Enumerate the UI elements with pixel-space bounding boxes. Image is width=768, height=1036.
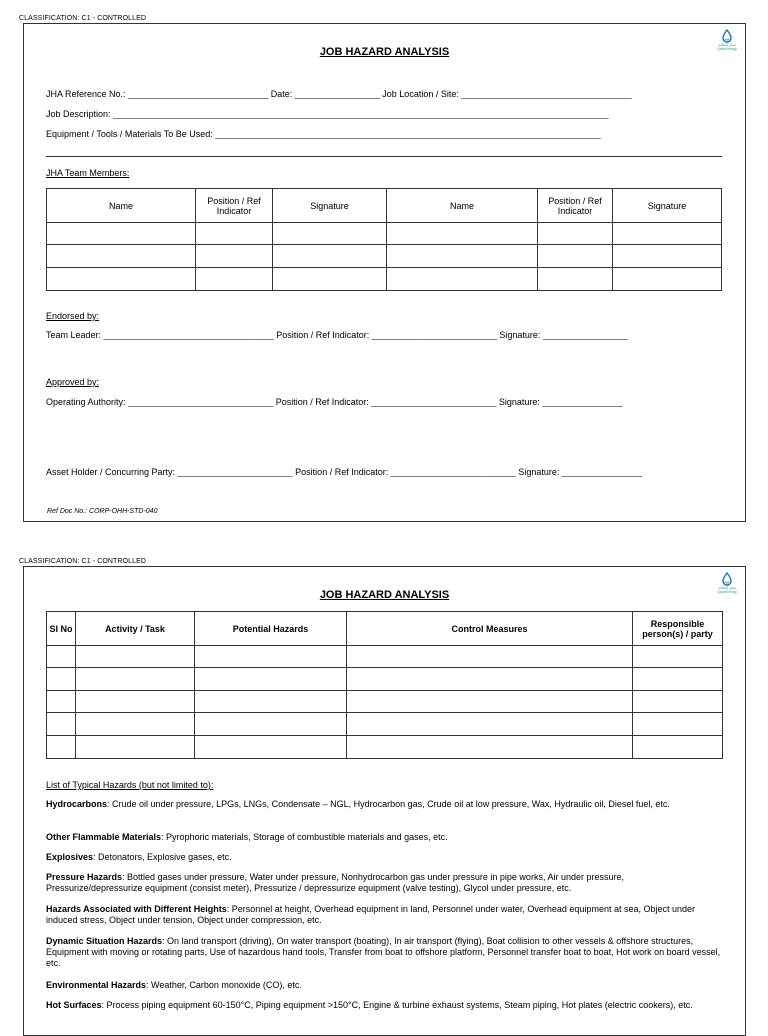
hazard-text: : Pyrophoric materials, Storage of combustible materials and gases, etc.	[161, 832, 448, 842]
hazard-text: : Bottled gases under pressure, Water under pressure, Nonhydrocarbon gas under pressure in pipe works, Air under pressure, Pressurize/depressurize equipment (consist meter), Pressurize / depressurize equipment (valve testing), Glycol under pressure, etc.	[46, 872, 624, 893]
hazard-item	[46, 832, 723, 843]
table-row[interactable]	[47, 223, 722, 245]
col-signature: Signature	[613, 189, 722, 223]
operating-authority-line[interactable]: Operating Authority: _____________________________ Position / Ref Indicator: _________________________ Signature: ________________	[46, 397, 623, 407]
blank-rule	[46, 156, 722, 157]
hazard-item	[46, 872, 723, 894]
hazard-item	[46, 852, 723, 863]
hazard-item	[46, 1000, 723, 1011]
col-position: Position / Ref Indicator	[538, 189, 613, 223]
table-row[interactable]	[47, 736, 723, 759]
hazard-list-heading: List of Typical Hazards (but not limited to):	[46, 780, 214, 790]
asset-holder-line[interactable]: Asset Holder / Concurring Party: _______________________ Position / Ref Indicator: _________________________ Signature: ________________	[46, 467, 642, 477]
form-page-2	[23, 566, 746, 1036]
company-logo	[716, 572, 738, 594]
approved-heading: Approved by:	[46, 377, 100, 387]
classification-label: CLASSIFICATION: C1 - CONTROLLED	[19, 15, 147, 22]
page-title: JOB HAZARD ANALYSIS	[319, 46, 450, 58]
hazard-name: Explosives	[46, 852, 94, 862]
table-row[interactable]	[47, 668, 723, 691]
table-row[interactable]	[47, 245, 722, 268]
jha-reference-line[interactable]: JHA Reference No.: ____________________________ Date: _________________ Job Location / Site: __________________________________	[46, 89, 632, 99]
hazard-name: Dynamic Situation Hazards	[46, 936, 163, 946]
hazard-text: : On land transport (driving), On water transport (boating), In air transport (flying), Boat collision to other vessels & offshore structures, Equipment with moving or rotating parts, Use of hazardous hand tools, Transfer from boat to offshore platform, Personnel transfer boat to boat, Hot work on board vessel, etc.	[46, 936, 721, 968]
col-potential-hazards: Potential Hazards	[195, 612, 347, 646]
hazard-item	[46, 936, 723, 969]
form-page-1	[23, 23, 746, 522]
job-description-line[interactable]: Job Description: ___________________________________________________________________________________________________	[46, 109, 609, 119]
company-logo	[716, 29, 738, 51]
equipment-line[interactable]: Equipment / Tools / Materials To Be Used: _____________________________________________________________________________	[46, 129, 601, 139]
hazard-name: Other Flammable Materials	[46, 832, 162, 842]
col-signature: Signature	[273, 189, 387, 223]
table-row[interactable]	[47, 268, 722, 291]
col-position: Position / Ref Indicator	[196, 189, 273, 223]
logo-text: قطر للطاقة QatarEnergy	[717, 586, 737, 594]
col-activity: Activity / Task	[76, 612, 195, 646]
table-row[interactable]	[47, 691, 723, 713]
col-sl-no: Sl No	[47, 612, 76, 646]
hazard-text: : Weather, Carbon monoxide (CO), etc.	[146, 980, 302, 990]
hazard-name: Hot Surfaces	[46, 1000, 102, 1010]
endorsed-heading: Endorsed by:	[46, 311, 100, 321]
page-title: JOB HAZARD ANALYSIS	[319, 589, 450, 601]
hazard-item	[46, 980, 723, 991]
hazard-name: Environmental Hazards	[46, 980, 147, 990]
hazard-item	[46, 904, 723, 926]
logo-text: قطر للطاقة QatarEnergy	[717, 43, 737, 51]
team-leader-line[interactable]: Team Leader: __________________________________ Position / Ref Indicator: _________________________ Signature: _________________	[46, 330, 629, 340]
hazard-name: Hazards Associated with Different Heights	[46, 904, 227, 914]
hazard-text: : Detonators, Explosive gases, etc.	[93, 852, 232, 862]
col-name: Name	[387, 189, 538, 223]
classification-label: CLASSIFICATION: C1 - CONTROLLED	[19, 558, 147, 565]
col-responsible: Responsible person(s) / party	[633, 612, 723, 646]
hazard-name: Hydrocarbons	[46, 799, 108, 809]
hazard-text: : Process piping equipment 60-150°C, Piping equipment >150°C, Engine & turbine exhaust systems, Steam piping, Hot plates (electric cookers), etc.	[101, 1000, 693, 1010]
table-row[interactable]	[47, 646, 723, 668]
hazard-name: Pressure Hazards	[46, 872, 123, 882]
col-name: Name	[47, 189, 196, 223]
col-control-measures: Control Measures	[347, 612, 633, 646]
hazard-analysis-table	[46, 611, 723, 759]
hazard-text: : Crude oil under pressure, LPGs, LNGs, Condensate – NGL, Hydrocarbon gas, Crude oil at low pressure, Wax, Hydraulic oil, Diesel fuel, etc.	[107, 799, 670, 809]
team-members-table	[46, 188, 722, 291]
hazard-text: : Personnel at height, Overhead equipment in land, Personnel under water, Overhead equipment at sea, Object under induced stress, Object under tension, Object under compression, etc.	[46, 904, 695, 925]
ref-doc-number: Ref Doc No.: CORP-OHH-STD-040	[47, 508, 158, 515]
hazard-item	[46, 799, 723, 810]
team-members-heading: JHA Team Members:	[46, 168, 130, 178]
table-row[interactable]	[47, 713, 723, 736]
